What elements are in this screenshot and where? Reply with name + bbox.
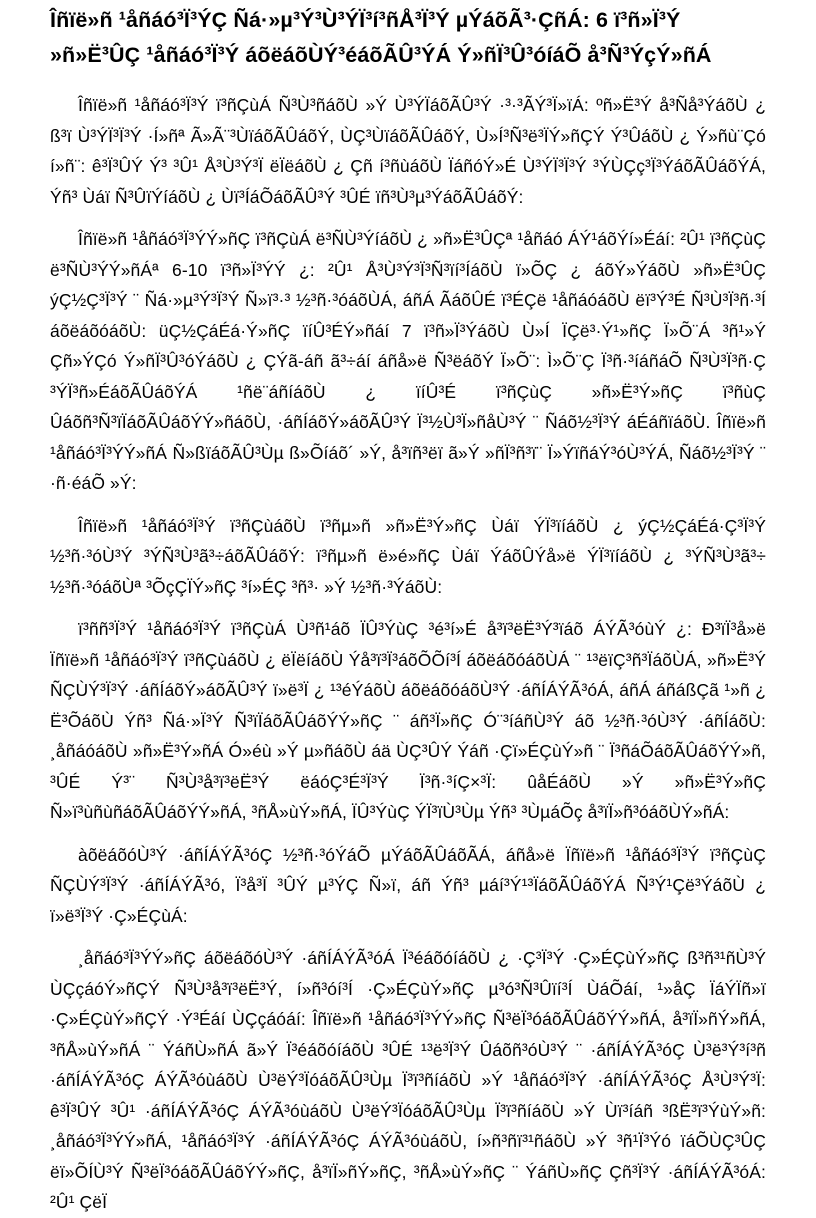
paragraph: ï³ññ³Ï³Ý ¹åñáó³Ï³Ý ï³ñÇùÁ Ù³ñ¹áõ ÏÛ³ÝùÇ ³é³í»É å³ï³ëË³Ý³ïáõ ÁÝÃ³óùÝ ¿: Ð³ïÏ³å»ë Ïñïë»ñ ¹åñáó³Ï³Ý ï³ñÇùáõÙ ¿ ëÏëíáõÙ Ýå³ï³Ï³áõÕÕí³Í áõëáõóáõÙÁ ¨ ¹³ëïÇ³ñ³ÏáõÙÁ, »ñ»Ë³Ý ÑÇÙÝ³Ï³Ý ·áñÍáõÝ»áõÃÛ³Ý ï»ë³Ï ¿ ¹³éÝáõÙ áõëáõóáõÙ³Ý ·áñÍÁÝÃ³óÁ, áñÁ áñáßÇã ¹»ñ ¿ Ë³ÕáõÙ Ýñ³ Ñá·»Ï³Ý Ñ³ïÏáõÃÛáõÝÝ»ñÇ ¨ áñ³Ï»ñÇ Ó¨³íáñÙ³Ý áõ ½³ñ·³óÙ³Ý ·áñÍáõÙ: ¸åñáóáõÙ »ñ»Ë³Ý»ñÁ Ó»éù »Ý µ»ñáõÙ áä ÙÇ³ÛÝ Ýáñ ·Çï»ÉÇùÝ»ñ ¨ Ï³ñáÕáõÃÛáõÝÝ»ñ, ³ÛÉ Ý³¨ Ñ³Ù³å³ï³ëË³Ý ëáóÇ³É³Ï³Ý Ï³ñ·³íÇ×³Ï: ûåÉáõÙ »Ý »ñ»Ë³Ý»ñÇ Ñ»ï³ùñùñáõÃÛáõÝÝ»ñÁ, ³ñÅ»ùÝ»ñÁ, ÏÛ³ÝùÇ ÝÏ³ïÙ³Ùµ Ýñ³ ³ÙµáÕç å³ïÏ»ñ³óáõÙÝ»ñÁ: — [50, 619, 766, 822]
paragraph: Îñïë»ñ ¹åñáó³Ï³ÝÝ»ñÇ ï³ñÇùÁ ë³ÑÙ³ÝíáõÙ ¿ »ñ»Ë³ÛÇª ¹åñáó ÁÝ¹áõÝí»Éáí: ²Û¹ ï³ñÇùÇ ë³ÑÙ³ÝÝ»ñÁª 6-10 ï³ñ»Ï³ÝÝ ¿: ²Û¹ Å³Ù³Ý³Ï³Ñ³ïí³ÍáõÙ ï»ÕÇ ¿ áõÝ»ÝáõÙ »ñ»Ë³ÛÇ ýÇ½Ç³Ï³Ý ¨ Ñá·»µ³Ý³Ï³Ý Ñ»ï³·³ ½³ñ·³óáõÙÁ, áñÁ ÃáõÛÉ ï³ÉÇë ¹åñáóáõÙ ëï³Ý³É Ñ³Ù³Ï³ñ·³Í áõëáõóáõÙ: üÇ½ÇáÉá·Ý»ñÇ ïíÛ³ÉÝ»ñáí 7 ï³ñ»Ï³ÝáõÙ Ù»Í ÏÇë³·Ý¹»ñÇ Ï»Õ¨Á ³ñ¹»Ý Çñ»ÝÇó Ý»ñÏ³Û³óÝáõÙ ¿ ÇÝã-áñ ã³÷áí áñå»ë Ñ³ëáõÝ Ï»Õ¨: Ì»Õ¨Ç Ï³ñ·³íáñáÕ Ñ³Ù³Ï³ñ·Ç ³ÝÏ³ñ»ÉáõÃÛáõÝÁ ¹ñë¨áñíáõÙ ¿ ïíÛ³É ï³ñÇùÇ »ñ»Ë³Ý»ñÇ ï³ñùÇ Ûáõñ³Ñ³ïÏáõÃÛáõÝÝ»ñáõÙ, ·áñÍáõÝ»áõÃÛ³Ý Ï³½Ù³Ï»ñåÙ³Ý ¨ Ñáõ½³Ï³Ý áÉáñïáõÙ. Îñïë»ñ ¹åñáó³Ï³ÝÝ»ñÁ Ñ»ßïáõÃÛ³Ùµ ß»Õíáõ´ »Ý, å³ïñ³ëï ã»Ý »ñÏ³ñ³ï¨ Ï»ÝïñáÝ³óÙ³ÝÁ, Ñáõ½³Ï³Ý ¨ ·ñ·éáÕ »Ý: — [50, 229, 766, 493]
paragraph: àõëáõóÙ³Ý ·áñÍÁÝÃ³óÇ ½³ñ·³óÝáÕ µÝáõÃÛáõÃÁ, áñå»ë Ïñïë»ñ ¹åñáó³Ï³Ý ï³ñÇùÇ ÑÇÙÝ³Ï³Ý ·áñÍÁÝÃ³ó, Ï³å³Ï ³ÛÝ µ³ÝÇ Ñ»ï, áñ Ýñ³ µáí³Ý¹³ÏáõÃÛáõÝÁ Ñ³Ý¹Çë³ÝáõÙ ¿ ï»ë³Ï³Ý ·Ç»ÉÇùÁ: — [50, 844, 766, 926]
paragraph: Îñïë»ñ ¹åñáó³Ï³Ý ï³ñÇùÁ Ñ³Ù³ñáõÙ »Ý Ù³ÝÏáõÃÛ³Ý ·³·³ÃÝ³Ï»ïÁ: ºñ»Ë³Ý å³Ñå³ÝáõÙ ¿ ß³ï Ù³ÝÏ³Ï³Ý ·Í»ñª Ã»Ã¨³ÙïáõÃÛáõÝ, ÙÇ³ÙïáõÃÛáõÝ, Ù»Í³Ñ³ë³ÏÝ»ñÇÝ Ý³ÛáõÙ ¿ Ý»ñù¨Çó í»ñ¨: ê³Ï³ÛÝ Ý³ ³Û¹ Å³Ù³Ý³Ï ëÏëáõÙ ¿ Çñ í³ñùáõÙ ÏáñóÝ»É Ù³ÝÏ³Ï³Ý ³ÝÙÇç³Ï³ÝáõÃÛáõÝÁ, Ýñ³ Ùáï Ñ³ÛïÝíáõÙ ¿ Ùï³ÍáÕáõÃÛ³Ý ³ÛÉ ïñ³Ù³µ³ÝáõÃÛáõÝ: — [50, 95, 766, 207]
paragraph: ¸åñáó³Ï³ÝÝ»ñÇ áõëáõóÙ³Ý ·áñÍÁÝÃ³óÁ Ï³éáõóíáõÙ ¿ ·Ç³Ï³Ý ·Ç»ÉÇùÝ»ñÇ ß³ñ³¹ñÙ³Ý ÙÇçáóÝ»ñÇÝ Ñ³Ù³å³ï³ëË³Ý, í»ñ³óí³Í ·Ç»ÉÇùÝ»ñÇ µ³ó³Ñ³Ûïí³Í ÙáÕáí, ¹»åÇ ÏáÝÏñ»ï ·Ç»ÉÇùÝ»ñÇÝ ·Ý³Éáí ÙÇçáóáí: Îñïë»ñ ¹åñáó³Ï³ÝÝ»ñÇ Ñ³ëÏ³óáõÃÛáõÝÝ»ñÁ, å³ïÏ»ñÝ»ñÁ, ³ñÅ»ùÝ»ñÁ ¨ ÝáñÙ»ñÁ ã»Ý Ï³éáõóíáõÙ ³ÛÉ ¹³ë³Ï³Ý Ûáõñ³óÙ³Ý ¨ ·áñÍÁÝÃ³óÇ Ù³ë³Ý³í³ñ ·áñÍÁÝÃ³óÇ ÁÝÃ³óùáõÙ Ù³ëÝ³ÏóáõÃÛ³Ùµ Ï³ï³ñíáõÙ »Ý ¹åñáó³Ï³Ý ·áñÍÁÝÃ³óÇ Å³Ù³Ý³Ï: ê³Ï³ÛÝ ³Û¹ ·áñÍÁÝÃ³óÇ ÁÝÃ³óùáõÙ Ù³ëÝ³ÏóáõÃÛ³Ùµ Ï³ï³ñíáõÙ »Ý Ùï³íáñ ³ßË³ï³ÝùÝ»ñ: ¸åñáó³Ï³ÝÝ»ñÁ, ¹åñáó³Ï³Ý ·áñÍÁÝÃ³óÇ ÁÝÃ³óùáõÙ, í»ñ³ñï³¹ñáõÙ »Ý ³ñ¹Ï³Ýó ïáÕÙÇ³ÛÇ ëï»ÕÍÙ³Ý Ñ³ëÏ³óáõÃÛáõÝÝ»ñÇ, å³ïÏ»ñÝ»ñÇ, ³ñÅ»ùÝ»ñÇ ¨ ÝáñÙ»ñÇ Çñ³Ï³Ý ·áñÍÁÝÃ³óÁ: ²Û¹ ÇëÏ — [50, 948, 766, 1212]
paragraph: Îñïë»ñ ¹åñáó³Ï³Ý ï³ñÇùáõÙ ï³ñµ»ñ »ñ»Ë³Ý»ñÇ Ùáï ÝÏ³ïíáõÙ ¿ ýÇ½ÇáÉá·Ç³Ï³Ý ½³ñ·³óÙ³Ý ³ÝÑ³Ù³ã³÷áõÃÛáõÝ: ï³ñµ»ñ ë»é»ñÇ Ùáï ÝáõÛÝå»ë ÝÏ³ïíáõÙ ¿ ³ÝÑ³Ù³ã³÷ ½³ñ·³óáõÙª ³ÕçÇÏÝ»ñÇ ³í»ÉÇ ³ñ³· »Ý ½³ñ·³ÝáõÙ: — [50, 515, 766, 597]
document-title: Îñïë»ñ ¹åñáó³Ï³ÝÇ Ñá·»µ³Ý³Ù³ÝÏ³í³ñÅ³Ï³Ý µÝáõÃ³·ÇñÁ: 6 ï³ñ»Ï³Ý »ñ»Ë³ÛÇ ¹åñáó³Ï³Ý áõëáõÙÝ³éáõÃÛ³ÝÁ Ý»ñÏ³Û³óíáÕ å³Ñ³ÝçÝ»ñÁ — [50, 8, 712, 67]
